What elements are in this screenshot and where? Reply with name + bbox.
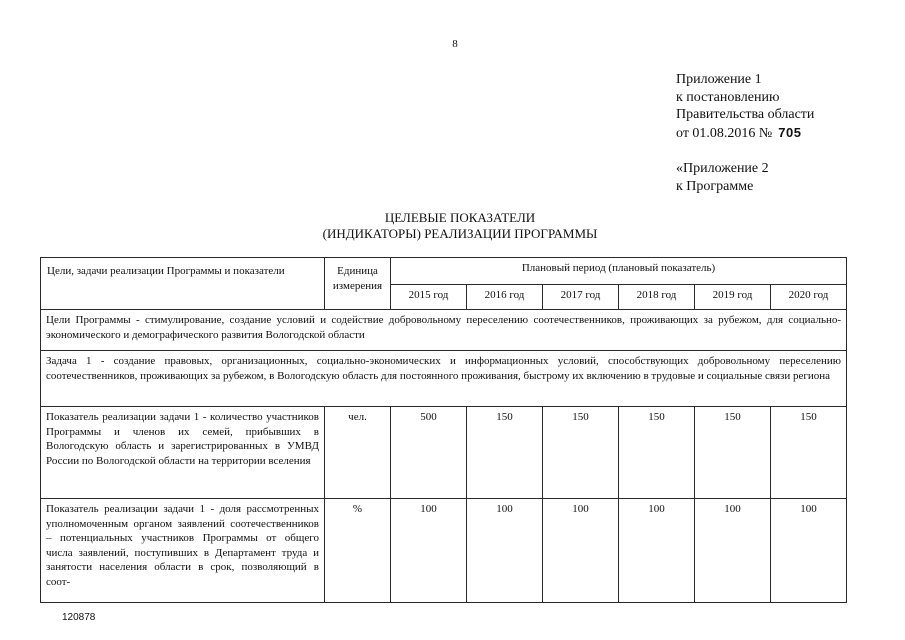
appendix-line-4 (676, 124, 814, 143)
footer-document-code: 120878 (62, 612, 96, 623)
indicator-unit: чел. (325, 407, 391, 499)
header-planned-period: Плановый период (плановый показатель) (391, 258, 847, 285)
program-ref-line-2: к Программе (676, 178, 754, 194)
header-year: 2016 год (467, 285, 543, 310)
indicator-text: Показатель реализации задачи 1 - доля рассмотренных уполномоченным органом заявлений соотечественников – потенциальных участников Программы от общего числа заявлений, поступивших в Департамент труда и занятости населения области в срок, позволяющий в соот- (41, 499, 325, 603)
indicator-unit: % (325, 499, 391, 603)
table-row (41, 407, 847, 499)
value-cell: 150 (695, 407, 771, 499)
value-cell: 100 (467, 499, 543, 603)
table-row (41, 499, 847, 603)
program-appendix-reference (676, 160, 769, 195)
value-cell: 150 (467, 407, 543, 499)
appendix-line-2: к постановлению (676, 89, 780, 105)
header-year: 2018 год (619, 285, 695, 310)
document-title (200, 210, 720, 241)
program-ref-line-1: «Приложение 2 (676, 161, 769, 176)
value-cell: 150 (619, 407, 695, 499)
task-1-text: Задача 1 - создание правовых, организационных, социально-экономических и информационных условий, способствующих добровольному переселению соотечественников, проживающих за рубежом, в Вологодскую область для постоянного проживания, быстрому их включению в трудовые и социальные связи региона (41, 351, 847, 407)
header-goals: Цели, задачи реализации Программы и показатели (41, 258, 325, 310)
indicator-text: Показатель реализации задачи 1 - количество участников Программы и членов их семей, прибывших в Вологодскую область и зарегистрированных в УМВД России по Вологодской области на территории вселения (41, 407, 325, 499)
value-cell: 100 (695, 499, 771, 603)
appendix-line-1: Приложение 1 (676, 72, 762, 87)
header-year: 2015 год (391, 285, 467, 310)
header-year: 2019 год (695, 285, 771, 310)
value-cell: 100 (391, 499, 467, 603)
appendix-line-3: Правительства области (676, 107, 815, 122)
value-cell: 500 (391, 407, 467, 499)
resolution-number: 705 (778, 124, 802, 140)
title-line-1: ЦЕЛЕВЫЕ ПОКАЗАТЕЛИ (384, 210, 536, 225)
title-line-2: (ИНДИКАТОРЫ) РЕАЛИЗАЦИИ ПРОГРАММЫ (322, 225, 598, 241)
value-cell: 100 (543, 499, 619, 603)
table-header-row (41, 258, 847, 285)
value-cell: 150 (543, 407, 619, 499)
appendix-date: от 01.08.2016 № (676, 125, 773, 141)
value-cell: 150 (771, 407, 847, 499)
value-cell: 100 (771, 499, 847, 603)
page-number: 8 (452, 38, 458, 50)
program-goal-text: Цели Программы - стимулирование, создание условий и содействие добровольному переселению соотечественников, проживающих за рубежом, для социально-экономического и демографического развития Вологодской области (41, 310, 847, 351)
goal-row (41, 310, 847, 351)
indicators-table (40, 257, 847, 603)
header-year: 2017 год (543, 285, 619, 310)
value-cell: 100 (619, 499, 695, 603)
header-year: 2020 год (771, 285, 847, 310)
header-unit: Единица измерения (325, 258, 391, 310)
task-row (41, 351, 847, 407)
appendix-header (676, 71, 814, 142)
